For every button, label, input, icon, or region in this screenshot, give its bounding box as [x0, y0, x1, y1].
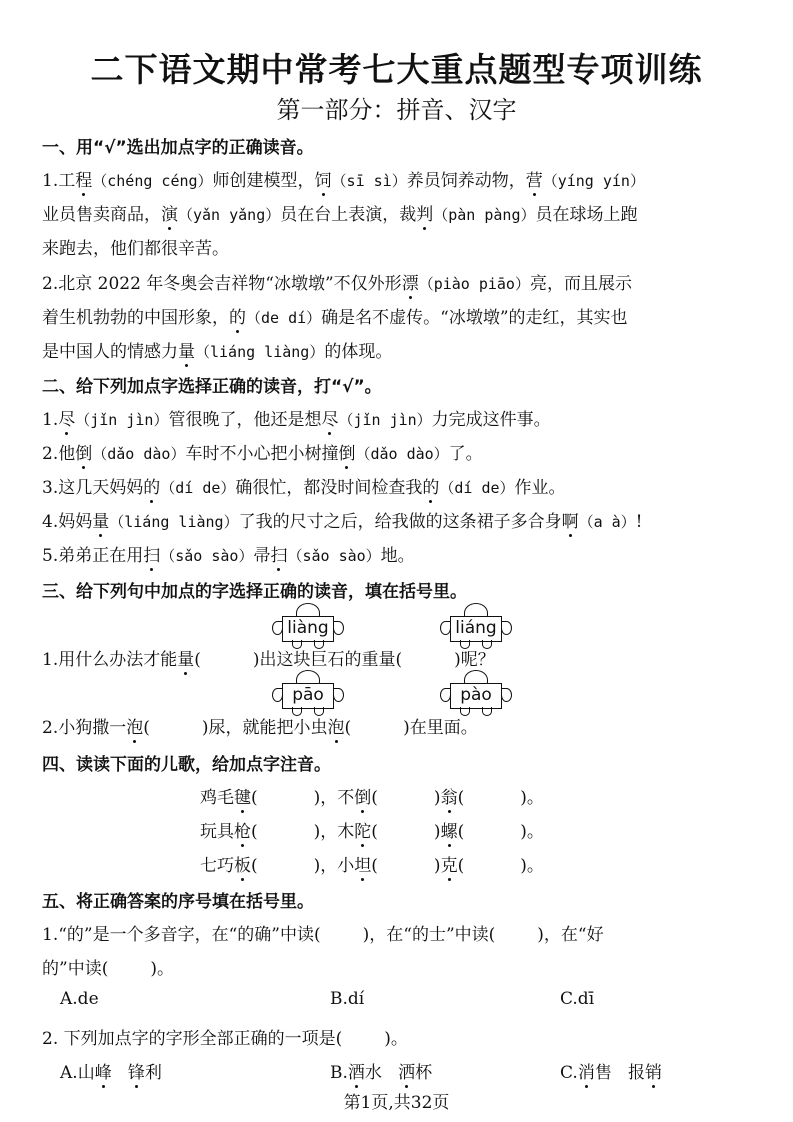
section-4-heading: 四、读读下面的儿歌，给加点字注音。 [42, 755, 331, 775]
s5-q2-option-a: A.山峰 锋利 [60, 1058, 162, 1083]
wing-icon [501, 621, 512, 635]
s5-q1-line2: 的”中读( )。 [42, 959, 174, 979]
s2-item-3: 3.这几天妈妈的（dí de）确很忙，都没时间检查我的（dí de）作业。 [42, 473, 566, 498]
wing-icon [333, 621, 344, 635]
s3-q1: 1.用什么办法才能量( )出这块巨石的重量( )呢？ [42, 645, 495, 670]
section-1-heading: 一、用“√”选出加点字的正确读音。 [42, 138, 314, 158]
s4-row-3: 七巧板( )，小坦( )克( )。 [200, 851, 544, 876]
s2-item-2: 2.他倒（dǎo dào）车时不小心把小树撞倒（dǎo dào）了。 [42, 439, 483, 464]
chick-pinyin-card: pào [440, 670, 512, 718]
document-subtitle: 第一部分：拼音、汉字 [276, 96, 517, 124]
s1-q2-line3: 是中国人的情感力量（liáng liàng）的体现。 [42, 337, 392, 362]
chick-pinyin-card: liáng [440, 603, 512, 651]
document-title: 二下语文期中常考七大重点题型专项训练 [90, 50, 703, 89]
s4-row-2: 玩具枪( )，木陀( )螺( )。 [200, 817, 544, 842]
s1-q1-line3: 来跑去，他们都很辛苦。 [42, 239, 229, 259]
s1-q1-line2: 业员售卖商品，演（yǎn yǎng）员在台上表演，裁判（pàn pàng）员在球场上跑 [42, 200, 638, 225]
s2-item-5: 5.弟弟正在用扫（sǎo sào）帚扫（sǎo sào）地。 [42, 541, 415, 566]
s2-item-1: 1.尽（jǐn jìn）管很晚了，他还是想尽（jǐn jìn）力完成这件事。 [42, 405, 551, 430]
chick-pinyin-card: liàng [272, 603, 344, 651]
s1-q2-line2: 着生机勃勃的中国形象，的（de dí）确是名不虚传。“冰墩墩”的走红，其实也 [42, 303, 628, 328]
s4-row-1: 鸡毛毽( )，不倒( )翁( )。 [200, 783, 544, 808]
s1-q2-line1: 2.北京 2022 年冬奥会吉祥物“冰墩墩”不仅外形漂（piào piāo）亮，而且展示 [42, 269, 632, 294]
s5-q2-option-c: C.消售 报销 [560, 1058, 662, 1083]
chick-pinyin-card: pāo [272, 670, 344, 718]
s5-q1-option-c: C.dī [560, 989, 595, 1009]
s5-q1-option-a: A.de [60, 989, 99, 1009]
wing-icon [501, 688, 512, 702]
section-3-heading: 三、给下列句中加点的字选择正确的读音，填在括号里。 [42, 582, 467, 602]
section-5-heading: 五、将正确答案的序号填在括号里。 [42, 892, 314, 912]
s5-q1-option-b: B.dí [330, 989, 365, 1009]
s5-q2-stem: 2. 下列加点字的字形全部正确的一项是( )。 [42, 1029, 408, 1049]
wing-icon [333, 688, 344, 702]
s2-item-4: 4.妈妈量（liáng liàng）了我的尺寸之后，给我做的这条裙子多合身啊（a à）! [42, 507, 643, 532]
section-2-heading: 二、给下列加点字选择正确的读音，打“√”。 [42, 377, 382, 397]
s5-q2-option-b: B.酒水 洒杯 [330, 1058, 432, 1083]
s3-q2: 2.小狗撒一泡( )尿，就能把小虫泡( )在里面。 [42, 713, 478, 738]
s1-q1-line1: 1.工程（chéng céng）师创建模型，饲（sī sì）养员饲养动物，营（yíng yín） [42, 166, 645, 191]
s5-q1-line1: 1.“的”是一个多音字，在“的确”中读( )，在“的士”中读( )，在“好 [42, 925, 604, 945]
page-number: 第1页,共32页 [343, 1093, 450, 1113]
